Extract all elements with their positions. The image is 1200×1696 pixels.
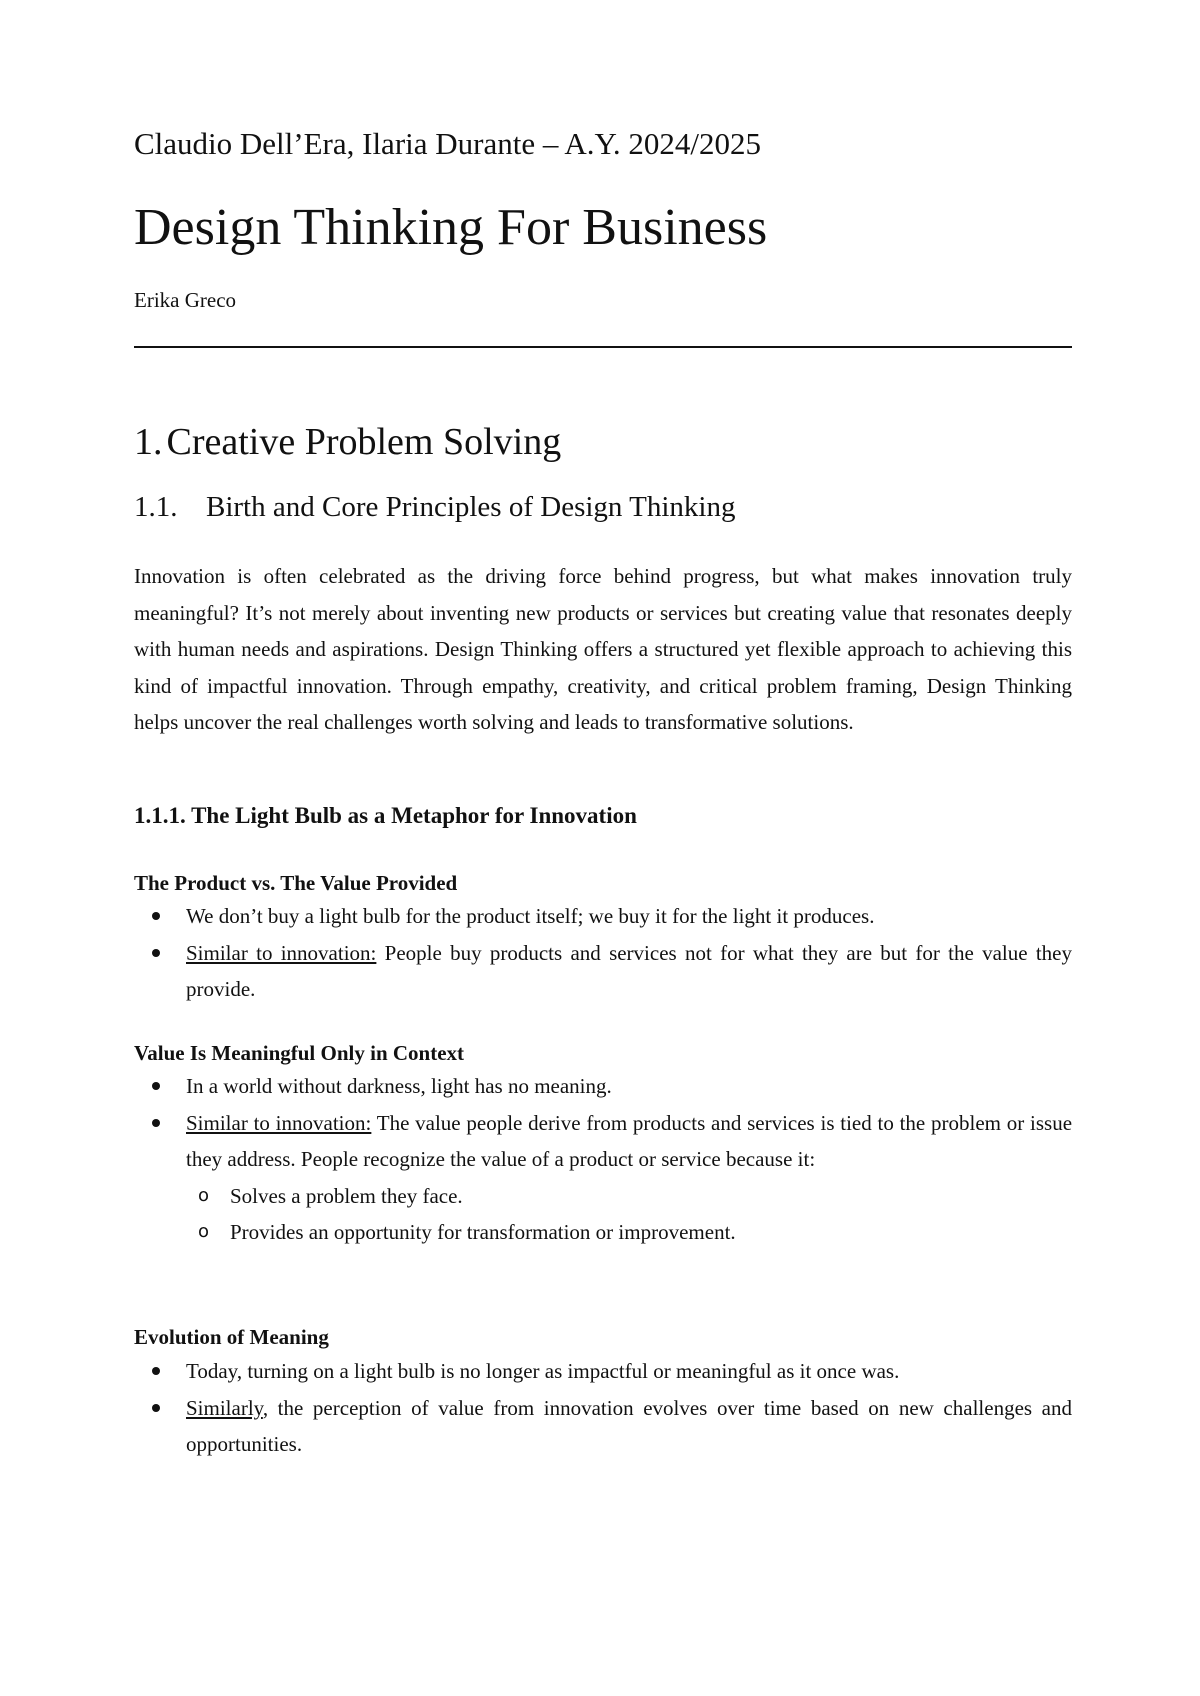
list-item: [134, 1390, 1072, 1463]
circle-bullet-icon: o: [198, 1184, 210, 1206]
bullet-icon: [152, 949, 160, 957]
section-title: Creative Problem Solving: [166, 421, 562, 463]
block-heading-context: Value Is Meaningful Only in Context: [134, 1041, 465, 1065]
list-item-lead: Similar to innovation:: [186, 940, 377, 965]
block-heading-product: The Product vs. The Value Provided: [134, 871, 458, 895]
subsection-title: Birth and Core Principles of Design Thinking: [206, 491, 736, 523]
block-heading-evolution: Evolution of Meaning: [134, 1325, 329, 1349]
bullet-icon: [152, 1404, 160, 1412]
sub-list-item: [186, 1214, 1072, 1251]
bullet-icon: [152, 1367, 160, 1375]
sub-list-item: [186, 1178, 1072, 1215]
list-item-text: The value people derive from products and services is tied to the problem or issue they address. People recognize the value of a product or service because it:: [186, 1110, 1073, 1172]
author-name: Erika Greco: [134, 288, 237, 312]
subsubsection-heading-1-1-1: 1.1.1. The Light Bulb as a Metaphor for Innovation: [134, 803, 637, 828]
circle-bullet-icon: o: [198, 1221, 210, 1243]
subsection-number: 1.1.: [134, 491, 178, 523]
bullet-icon: [152, 1082, 160, 1090]
section-heading-1: [134, 418, 561, 466]
bullet-list-evolution: [134, 1353, 1072, 1463]
list-item-text: In a world without darkness, light has no meaning.: [186, 1074, 612, 1098]
intro-paragraph: Innovation is often celebrated as the driving force behind progress, but what makes innovation truly meaningful? It’s not merely about inventing new products or services but creating value that resonates deeply with human needs and aspirations. Design Thinking offers a structured yet flexible approach to achieving this kind of impactful innovation. Through empathy, creativity, and critical problem framing, Design Thinking helps uncover the real challenges worth solving and leads to transformative solutions.: [134, 564, 1072, 735]
bullet-list-context: [134, 1068, 1072, 1251]
list-item-text: , the perception of value from innovation evolves over time based on new challenges and opportunities.: [186, 1395, 1072, 1457]
sub-list-item-text: Provides an opportunity for transformation or improvement.: [230, 1220, 736, 1245]
course-line: Claudio Dell’Era, Ilaria Durante – A.Y. 2024/2025: [134, 126, 762, 161]
section-number: 1.: [134, 421, 163, 463]
list-item: [134, 935, 1072, 1008]
list-item-lead: Similarly: [186, 1395, 263, 1420]
subsection-heading-1-1: [134, 488, 735, 526]
list-item-text: Today, turning on a light bulb is no longer as impactful or meaningful as it once was.: [186, 1359, 900, 1383]
sub-list-item-text: Solves a problem they face.: [230, 1183, 463, 1208]
list-item-lead: Similar to innovation:: [186, 1110, 372, 1135]
list-item: [134, 1105, 1072, 1251]
list-item: [134, 1068, 1072, 1105]
list-item-text: People buy products and services not for what they are but for the value they provide.: [186, 940, 1072, 1002]
list-item: [134, 898, 1072, 935]
sub-list: [186, 1178, 1072, 1251]
bullet-icon: [152, 1119, 160, 1127]
list-item: [134, 1353, 1072, 1390]
list-item-text: We don’t buy a light bulb for the product itself; we buy it for the light it produces.: [186, 904, 875, 928]
horizontal-rule: [134, 346, 1072, 348]
bullet-icon: [152, 912, 160, 920]
document-title: Design Thinking For Business: [134, 199, 768, 256]
bullet-list-product: [134, 898, 1072, 1008]
